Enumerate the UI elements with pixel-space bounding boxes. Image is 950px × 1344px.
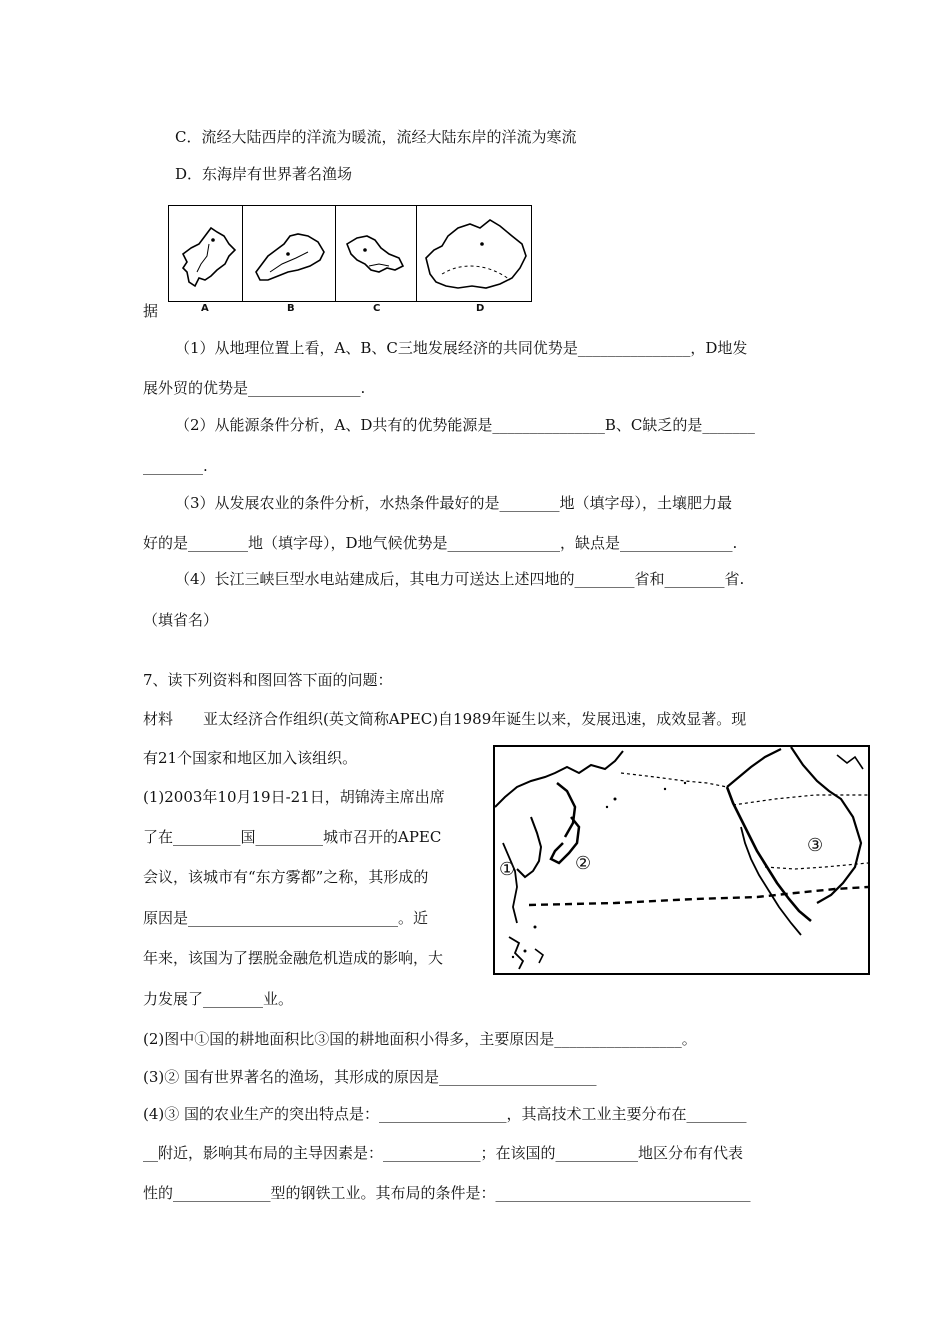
q7-sub1-line4: 原因是____________________________。近 xyxy=(143,909,429,927)
q7-sub2: (2)图中①国的耕地面积比③国的耕地面积小得多，主要原因是_________________。 xyxy=(143,1030,697,1048)
option-c: C．流经大陆西岸的洋流为暖流，流经大陆东岸的洋流为寒流 xyxy=(175,128,577,146)
figure-label-d: D xyxy=(476,303,485,314)
q7-material-cont: 有21个国家和地区加入该组织。 xyxy=(143,749,358,767)
map-marker-3: ③ xyxy=(807,835,824,856)
pacific-map xyxy=(493,745,870,975)
q6-sub3-line1: （3）从发展农业的条件分析，水热条件最好的是________地（填字母），土壤肥力最 xyxy=(175,494,733,512)
region-a-outline xyxy=(169,206,242,301)
q6-sub2-line1: （2）从能源条件分析，A、D共有的优势能源是_______________B、C缺乏的是_______ xyxy=(175,416,755,434)
region-b-outline xyxy=(242,206,335,301)
q7-sub1-line5: 年来，该国为了摆脱金融危机造成的影响，大 xyxy=(143,949,444,967)
figure-label-b: B xyxy=(287,303,295,314)
figure-cell-d xyxy=(416,206,531,314)
q7-sub4-line1: (4)③ 国的农业生产的突出特点是：_________________，其高技术工业主要分布在________ xyxy=(143,1105,747,1123)
q7-material: 材料 亚太经济合作组织(英文简称APEC)自1989年诞生以来，发展迅速，成效显著。现 xyxy=(143,710,747,728)
q6-sub1-line2: 展外贸的优势是_______________. xyxy=(143,379,366,397)
figure-caption-prefix: 据 xyxy=(143,302,159,320)
q7-sub1-line2: 了在_________国_________城市召开的APEC xyxy=(143,828,442,846)
figure-label-a: A xyxy=(201,303,209,314)
q6-sub4-line1: （4）长江三峡巨型水电站建成后，其电力可送达上述四地的________省和________省. xyxy=(175,570,745,588)
q6-sub1-line1: （1）从地理位置上看，A、B、C三地发展经济的共同优势是_______________，D地发 xyxy=(175,339,748,357)
q6-sub2-line2: ________. xyxy=(143,457,208,475)
figure-cell-a xyxy=(169,206,243,314)
option-d: D．东海岸有世界著名渔场 xyxy=(175,165,353,183)
q6-sub3-line2: 好的是________地（填字母），D地气候优势是_______________，缺点是_______________. xyxy=(143,534,738,552)
pacific-map-drawing xyxy=(495,747,868,973)
map-marker-1: ① xyxy=(499,859,516,880)
q7-sub1-line1: (1)2003年10月19日-21日，胡锦涛主席出席 xyxy=(143,788,445,806)
q7-sub1-line3: 会议，该城市有“东方雾都”之称，其形成的 xyxy=(143,868,429,886)
figure-cell-c xyxy=(335,206,417,314)
region-c-outline xyxy=(335,206,416,301)
q7-sub1-line6: 力发展了________业。 xyxy=(143,990,294,1008)
figure-cell-b xyxy=(242,206,336,314)
q7-sub4-line2: __附近，影响其布局的主导因素是：_____________；在该国的___________地区分布有代表 xyxy=(143,1144,744,1162)
figure-label-c: C xyxy=(373,303,381,314)
region-d-outline xyxy=(416,206,531,301)
q6-sub4-line2: （填省名） xyxy=(143,611,219,629)
q7-sub4-line3: 性的_____________型的钢铁工业。其布局的条件是：__________________________________ xyxy=(143,1184,751,1202)
region-outline-figure xyxy=(168,205,532,314)
q7-sub3: (3)② 国有世界著名的渔场，其形成的原因是_____________________ xyxy=(143,1068,597,1086)
q7-title: 7、读下列资料和图回答下面的问题： xyxy=(143,671,393,689)
map-marker-2: ② xyxy=(575,853,592,874)
